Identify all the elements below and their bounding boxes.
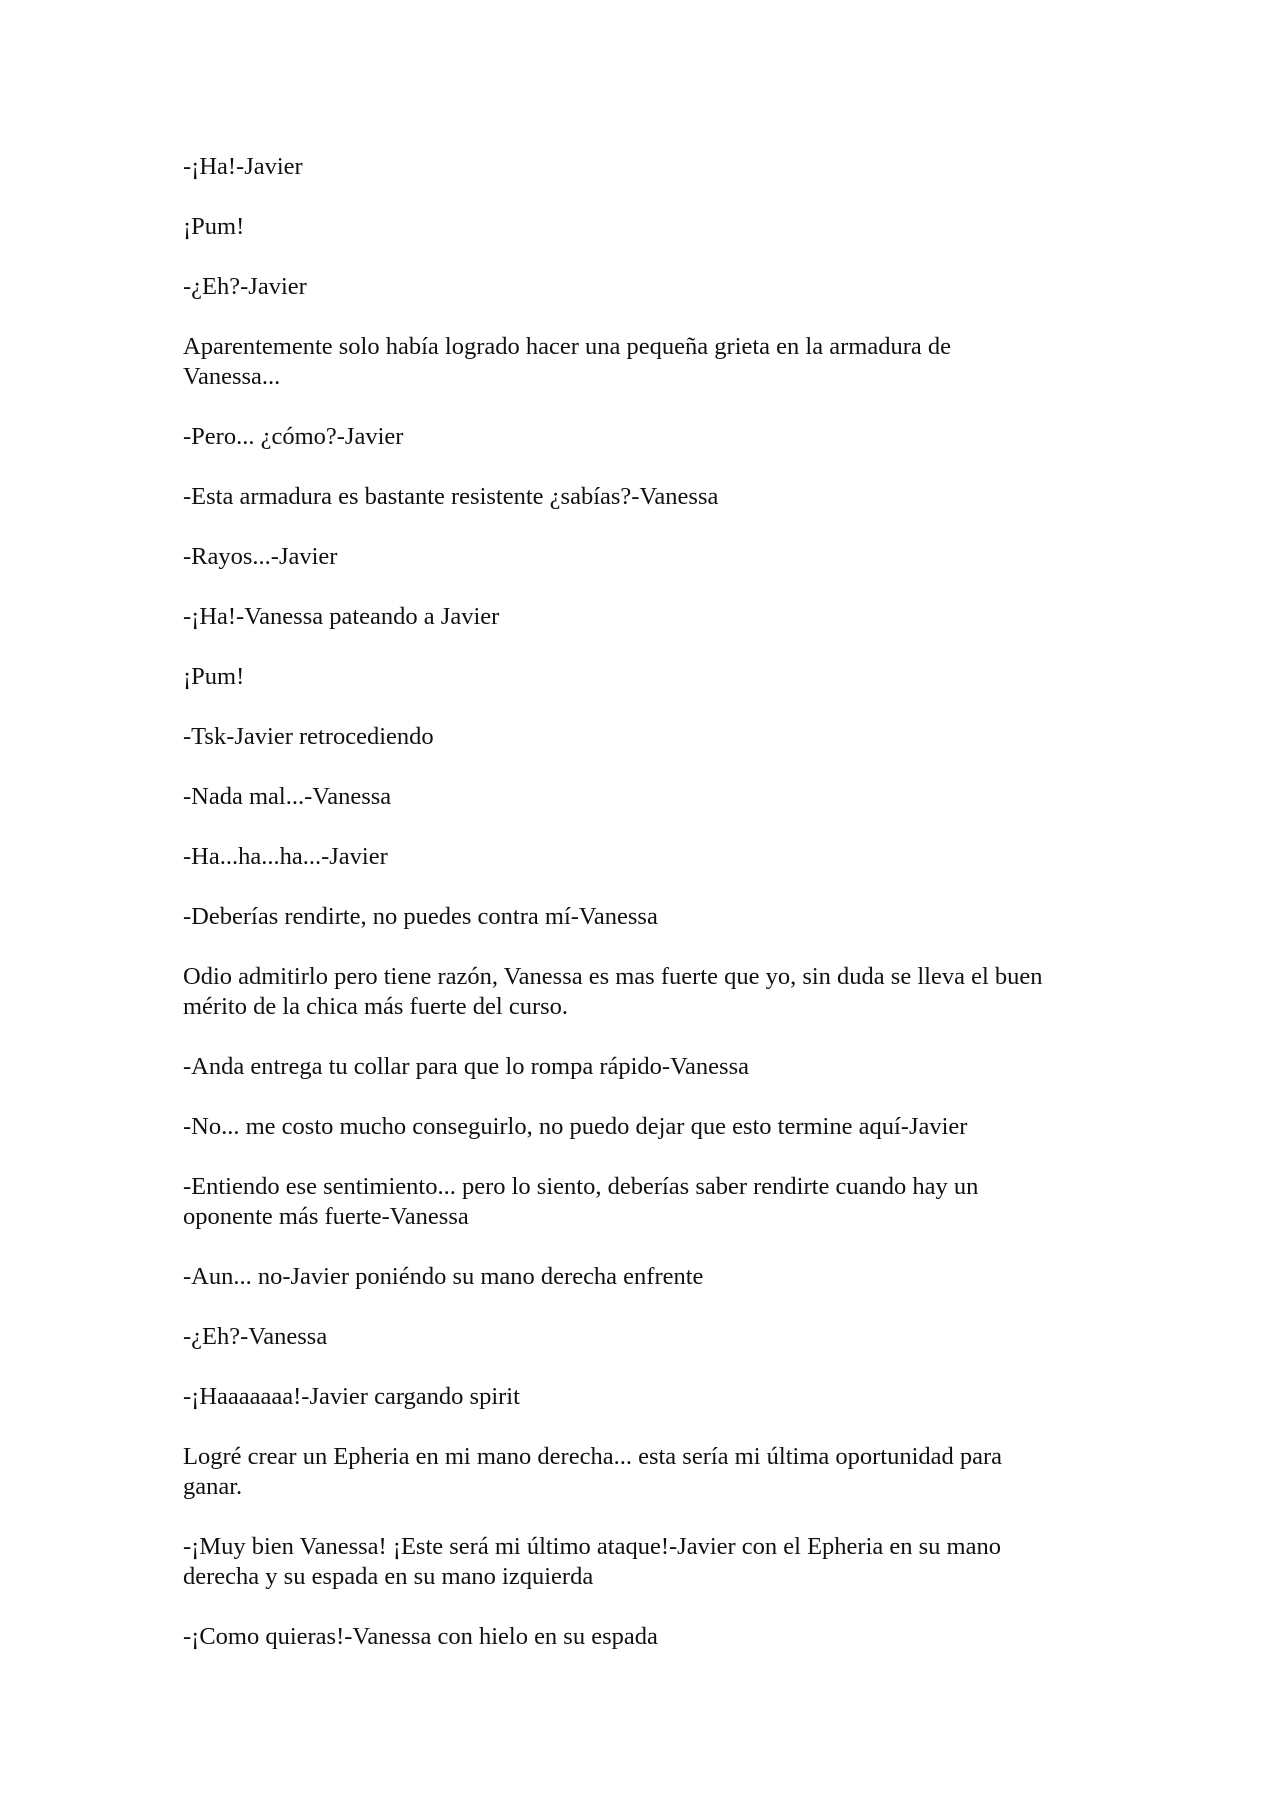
paragraph [183,782,1113,812]
text-line: -No... me costo mucho conseguirlo, no puedo dejar que esto termine aquí-Javier [183,1113,968,1140]
text-line: Vanessa... [183,363,281,390]
paragraph [183,662,1113,692]
text-line: -¡Ha!-Vanessa pateando a Javier [183,603,500,630]
text-line: -¿Eh?-Javier [183,273,307,300]
text-line: ganar. [183,1473,243,1500]
paragraph [183,152,1113,182]
text-line: -¡Ha!-Javier [183,153,303,180]
paragraph [183,332,1113,392]
text-line: Logré crear un Epheria en mi mano derecha... esta sería mi última oportunidad para [183,1443,1003,1470]
paragraph [183,1262,1113,1292]
text-line: ¡Pum! [183,663,245,690]
paragraph [183,842,1113,872]
paragraph [183,1382,1113,1412]
paragraph [183,1442,1113,1502]
paragraph [183,212,1113,242]
paragraph [183,722,1113,752]
paragraph [183,602,1113,632]
text-line: oponente más fuerte-Vanessa [183,1203,469,1230]
text-line: -Pero... ¿cómo?-Javier [183,423,404,450]
text-line: ¡Pum! [183,213,245,240]
paragraph [183,1622,1113,1652]
text-line: -Ha...ha...ha...-Javier [183,843,388,870]
text-line: -Esta armadura es bastante resistente ¿sabías?-Vanessa [183,483,719,510]
paragraph [183,272,1113,302]
paragraph [183,482,1113,512]
text-line: -Nada mal...-Vanessa [183,783,392,810]
paragraph [183,1532,1113,1592]
paragraph [183,902,1113,932]
paragraph [183,1322,1113,1352]
text-line: derecha y su espada en su mano izquierda [183,1563,594,1590]
paragraph [183,1052,1113,1082]
text-line: -Anda entrega tu collar para que lo rompa rápido-Vanessa [183,1053,749,1080]
text-line: -¡Como quieras!-Vanessa con hielo en su espada [183,1623,658,1650]
paragraph [183,1172,1113,1232]
text-line: -Aun... no-Javier poniéndo su mano derecha enfrente [183,1263,704,1290]
text-line: -¡Muy bien Vanessa! ¡Este será mi último ataque!-Javier con el Epheria en su mano [183,1533,1001,1560]
paragraph [183,962,1113,1022]
text-line: -¿Eh?-Vanessa [183,1323,328,1350]
text-line: mérito de la chica más fuerte del curso. [183,993,569,1020]
paragraph [183,422,1113,452]
text-line: -Deberías rendirte, no puedes contra mí-Vanessa [183,903,658,930]
paragraph [183,542,1113,572]
text-line: Odio admitirlo pero tiene razón, Vanessa es mas fuerte que yo, sin duda se lleva el buen [183,963,1043,990]
text-line: -Tsk-Javier retrocediendo [183,723,434,750]
paragraph [183,1112,1113,1142]
text-line: -Rayos...-Javier [183,543,338,570]
text-line: -Entiendo ese sentimiento... pero lo siento, deberías saber rendirte cuando hay un [183,1173,979,1200]
text-line: -¡Haaaaaaa!-Javier cargando spirit [183,1383,520,1410]
text-line: Aparentemente solo había logrado hacer una pequeña grieta en la armadura de [183,333,951,360]
document-page [183,152,1113,1682]
